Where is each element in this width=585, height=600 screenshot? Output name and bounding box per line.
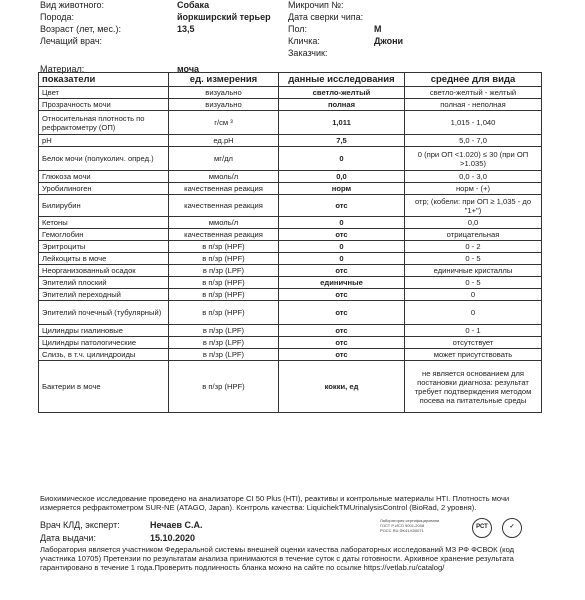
header-right (288, 0, 548, 60)
result-cell: 0,0 (279, 171, 405, 183)
indicator-cell: Эритроциты (39, 241, 169, 253)
quality-seal-logo: ✓ (502, 518, 522, 538)
table-row (39, 241, 542, 253)
reference-cell: отсутствует (405, 337, 542, 349)
reference-cell: норм - (+) (405, 183, 542, 195)
unit-cell: в п/зр (LPF) (169, 349, 279, 361)
header-left (40, 0, 300, 55)
table-row (39, 277, 542, 289)
table-row (39, 265, 542, 277)
pst-certification-logo: РСТ (472, 518, 492, 538)
reference-cell: 0 (405, 289, 542, 301)
table-row (39, 135, 542, 147)
indicator-cell: Белок мочи (полуколич. опред.) (39, 147, 169, 171)
result-cell: норм (279, 183, 405, 195)
result-cell: отс (279, 349, 405, 361)
reference-cell: 0 - 2 (405, 241, 542, 253)
reference-cell: не является основанием для постановки диагноза: результат требует подтверждения методом посева на питательные среды (405, 361, 542, 413)
col-header-result: данные исследования (279, 73, 405, 87)
unit-cell: качественная реакция (169, 229, 279, 241)
age-value: 13,5 (177, 24, 195, 34)
disclaimer-line-1: Лаборатория является участником Федеральной системы внешней оценки качества лабораторных исследований МЗ РФ ФСВОК (код (40, 545, 515, 554)
species-label: Вид животного: (40, 0, 105, 10)
result-cell: отс (279, 301, 405, 325)
unit-cell: визуально (169, 87, 279, 99)
result-cell: 0 (279, 253, 405, 265)
result-cell: 0 (279, 217, 405, 229)
table-header-row (39, 73, 542, 87)
unit-cell: в п/зр (HPF) (169, 301, 279, 325)
indicator-cell: Относительная плотность по рефрактометру (ОП) (39, 111, 169, 135)
table-row (39, 217, 542, 229)
result-cell: отс (279, 195, 405, 217)
reference-cell: полная - неполная (405, 99, 542, 111)
result-cell: единичные (279, 277, 405, 289)
indicator-cell: Прозрачность мочи (39, 99, 169, 111)
unit-cell: ммоль/л (169, 171, 279, 183)
doctor-label: Лечащий врач: (40, 36, 103, 46)
sex-label: Пол: (288, 24, 308, 34)
table-row (39, 361, 542, 413)
table-row (39, 301, 542, 325)
certification-text: Лаборатория сертифицирована ГОСТ Р ИСО 9001-2008 РОСС RU.ФК41.К00071 (380, 518, 440, 533)
unit-cell: в п/зр (HPF) (169, 253, 279, 265)
indicator-cell: Гемоглобин (39, 229, 169, 241)
reference-cell: отр; (кобели: при ОП ≥ 1,035 - до "1+") (405, 195, 542, 217)
indicator-cell: Глюкоза мочи (39, 171, 169, 183)
disclaimer-line-2: участника 10705) Претензии по результатам анализа принимаются в течение суток с даты готовности. Архивное хранение результата (40, 554, 514, 563)
unit-cell: в п/зр (LPF) (169, 265, 279, 277)
breed-value: йоркширский терьер (177, 12, 271, 22)
unit-cell: в п/зр (HPF) (169, 289, 279, 301)
reference-cell: может присутствовать (405, 349, 542, 361)
result-cell: 0 (279, 147, 405, 171)
material-label: Материал: (40, 64, 85, 74)
unit-cell: в п/зр (HPF) (169, 241, 279, 253)
doctor-label: Врач КЛД, эксперт: (40, 520, 120, 530)
reference-cell: 5,0 - 7,0 (405, 135, 542, 147)
unit-cell: в п/зр (LPF) (169, 325, 279, 337)
issue-date-value: 15.10.2020 (150, 533, 196, 543)
result-cell: кокки, ед (279, 361, 405, 413)
table-row (39, 111, 542, 135)
indicator-cell: Кетоны (39, 217, 169, 229)
col-header-indicator: показатели (39, 73, 169, 87)
breed-label: Порода: (40, 12, 75, 22)
unit-cell: качественная реакция (169, 183, 279, 195)
indicator-cell: Билирубин (39, 195, 169, 217)
result-cell: отс (279, 289, 405, 301)
table-row (39, 195, 542, 217)
table-row (39, 337, 542, 349)
reference-cell: 0 - 5 (405, 253, 542, 265)
indicator-cell: pH (39, 135, 169, 147)
unit-cell: ед.pH (169, 135, 279, 147)
nickname-label: Кличка: (288, 36, 320, 46)
results-table (38, 72, 542, 413)
unit-cell: в п/зр (HPF) (169, 277, 279, 289)
method-footnote-1: Биохимическое исследование проведено на анализаторе CI 50 Plus (HTI), реактивы и контрольные материалы HTI. Плотность мочи (40, 494, 510, 503)
unit-cell: ммоль/л (169, 217, 279, 229)
reference-cell: отрицательная (405, 229, 542, 241)
indicator-cell: Неорганизованный осадок (39, 265, 169, 277)
nickname-value: Джони (374, 36, 404, 46)
result-cell: отс (279, 265, 405, 277)
unit-cell: качественная реакция (169, 195, 279, 217)
result-cell: 0 (279, 241, 405, 253)
table-row (39, 147, 542, 171)
chip-check-date-label: Дата сверки чипа: (288, 12, 364, 22)
result-cell: 1,011 (279, 111, 405, 135)
indicator-cell: Бактерии в моче (39, 361, 169, 413)
reference-cell: 0,0 (405, 217, 542, 229)
table-row (39, 289, 542, 301)
age-label: Возраст (лет, мес.): (40, 24, 121, 34)
result-cell: отс (279, 325, 405, 337)
unit-cell: в п/зр (HPF) (169, 361, 279, 413)
col-header-reference: среднее для вида (405, 73, 542, 87)
reference-cell: 0 (при ОП <1.020) ≤ 30 (при ОП >1.035) (405, 147, 542, 171)
indicator-cell: Уробилиноген (39, 183, 169, 195)
result-cell: отс (279, 337, 405, 349)
reference-cell: 0 (405, 301, 542, 325)
unit-cell: г/см ³ (169, 111, 279, 135)
indicator-cell: Эпителий переходный (39, 289, 169, 301)
table-row (39, 229, 542, 241)
result-cell: светло-желтый (279, 87, 405, 99)
disclaimer-line-3: гарантировано в течение 1 года.Проверить подлинность бланка можно на сайте по ссылке https://vetlab.ru/catalog/ (40, 563, 445, 572)
indicator-cell: Лейкоциты в моче (39, 253, 169, 265)
indicator-cell: Цилиндры гиалиновые (39, 325, 169, 337)
result-cell: полная (279, 99, 405, 111)
doctor-name: Нечаев С.А. (150, 520, 203, 530)
indicator-cell: Эпителий плоский (39, 277, 169, 289)
reference-cell: единичные кристаллы (405, 265, 542, 277)
table-row (39, 171, 542, 183)
microchip-label: Микрочип №: (288, 0, 344, 10)
indicator-cell: Цилиндры патологические (39, 337, 169, 349)
table-row (39, 253, 542, 265)
col-header-unit: ед. измерения (169, 73, 279, 87)
indicator-cell: Эпителий почечный (тубулярный) (39, 301, 169, 325)
table-row (39, 325, 542, 337)
indicator-cell: Цвет (39, 87, 169, 99)
unit-cell: в п/зр (LPF) (169, 337, 279, 349)
table-row (39, 99, 542, 111)
reference-cell: 0,0 - 3,0 (405, 171, 542, 183)
method-footnote-2: измеряется рефрактометром SUR-NE (ATAGO, Japan). Контроль качества: LiquichekTMUrinalysisControl (BioRad, 2 уровня). (40, 503, 477, 512)
reference-cell: светло-желтый - желтый (405, 87, 542, 99)
indicator-cell: Слизь, в т.ч. цилиндроиды (39, 349, 169, 361)
table-row (39, 87, 542, 99)
material-value: моча (177, 64, 200, 74)
reference-cell: 1,015 - 1,040 (405, 111, 542, 135)
reference-cell: 0 - 1 (405, 325, 542, 337)
table-row (39, 183, 542, 195)
unit-cell: визуально (169, 99, 279, 111)
reference-cell: 0 - 5 (405, 277, 542, 289)
result-cell: отс (279, 229, 405, 241)
customer-label: Заказчик: (288, 48, 328, 58)
unit-cell: мг/дл (169, 147, 279, 171)
table-row (39, 349, 542, 361)
result-cell: 7,5 (279, 135, 405, 147)
issue-date-label: Дата выдачи: (40, 533, 96, 543)
species-value: Собака (177, 0, 210, 10)
sex-value: М (374, 24, 382, 34)
